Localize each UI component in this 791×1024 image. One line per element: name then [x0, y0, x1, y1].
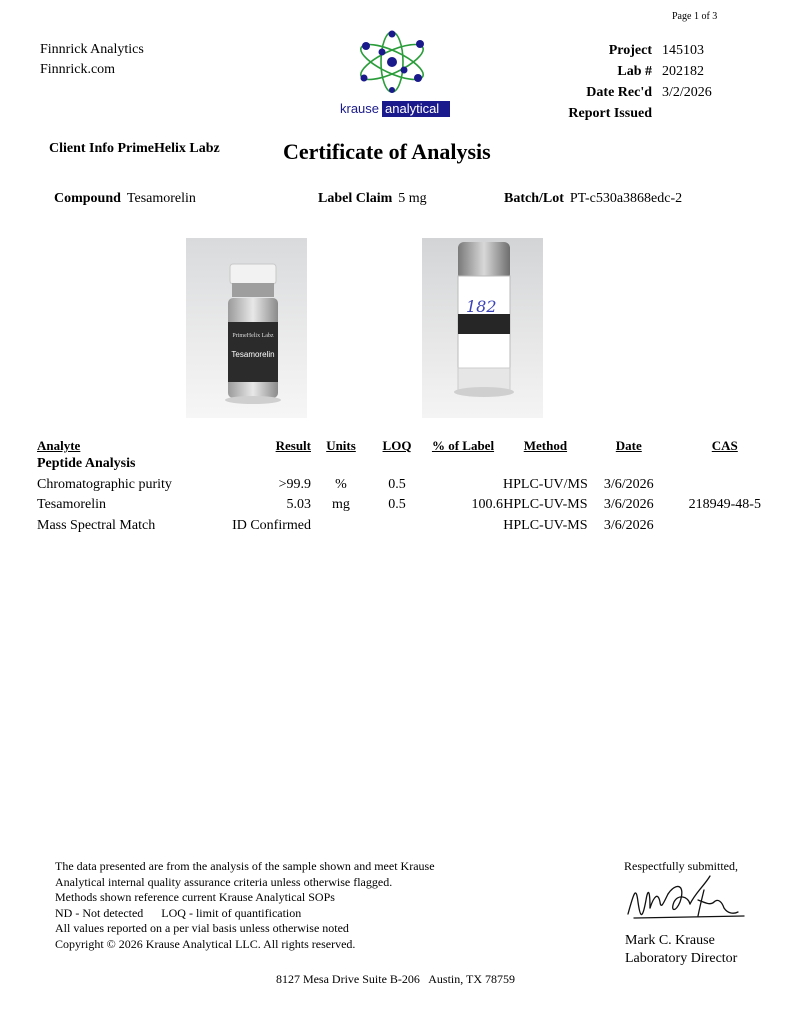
client-value: PrimeHelix Labz: [117, 141, 220, 156]
cell-result: ID Confirmed: [232, 517, 311, 533]
label-claim-info: [318, 191, 427, 207]
cell-result: >99.9: [278, 476, 311, 492]
cell-units: %: [335, 476, 347, 492]
cell-cas: [670, 516, 780, 537]
signer-name: Mark C. Krause: [625, 933, 715, 948]
header-loq: LOQ: [382, 438, 412, 453]
cell-loq: 0.5: [388, 476, 406, 492]
table-row: [37, 495, 780, 516]
header-percent-label: % of Label: [431, 438, 495, 453]
label-claim-label: Label Claim: [318, 191, 393, 206]
lab-label: Lab #: [617, 63, 652, 79]
signer-info: [625, 932, 737, 968]
footer-line: Methods shown reference current Krause Analytical SOPs: [55, 890, 335, 904]
cell-method: HPLC-UV-MS: [503, 517, 588, 533]
header-cas: CAS: [711, 438, 738, 453]
company-name: Finnrick Analytics: [40, 42, 144, 57]
cell-analyte: Chromatographic purity: [37, 476, 172, 492]
lab-address: 8127 Mesa Drive Suite B-206 Austin, TX 78759: [275, 972, 516, 986]
vial-brand-text: PrimeHelix Labz: [232, 333, 274, 339]
logo-word-krause: krause: [340, 101, 380, 116]
vial-photo-back: [422, 238, 543, 418]
section-title: Peptide Analysis: [37, 456, 136, 472]
cell-units: mg: [332, 497, 350, 513]
company-website: Finnrick.com: [40, 62, 116, 77]
batch-value: PT-c530a3868edc-2: [569, 191, 683, 206]
cell-percent-label: 100.6: [471, 497, 503, 513]
cell-loq: [371, 516, 423, 537]
compound-label: Compound: [54, 191, 121, 206]
lab-row: [540, 61, 712, 82]
footer-line: The data presented are from the analysis of the sample shown and meet Krause: [55, 859, 435, 873]
client-info: [49, 141, 220, 157]
vial-back-image: [422, 238, 543, 418]
document-title: Certificate of Analysis: [283, 139, 491, 164]
cell-date: 3/6/2026: [603, 476, 654, 492]
date-received-row: [540, 82, 712, 103]
batch-label: Batch/Lot: [504, 191, 564, 206]
vial-front-image: [186, 238, 307, 418]
header-units: Units: [326, 438, 356, 453]
date-received-label: Date Rec'd: [586, 84, 652, 100]
header-analyte: Analyte: [37, 438, 81, 453]
header-result: Result: [275, 438, 311, 453]
cell-analyte: Mass Spectral Match: [37, 517, 156, 533]
section-row: [37, 454, 780, 475]
cell-cas: [670, 475, 780, 496]
page-number: Page 1 of 3: [672, 11, 718, 22]
cell-loq: 0.5: [388, 497, 406, 513]
compound-info: [54, 191, 196, 207]
project-info: [540, 40, 712, 124]
logo-word-analytical: analytical: [385, 101, 440, 116]
cell-method: HPLC-UV-MS: [503, 497, 588, 513]
handwritten-number: 182: [466, 297, 497, 316]
header-method: Method: [523, 438, 568, 453]
compound-value: Tesamorelin: [126, 191, 196, 206]
signature-image: [624, 872, 754, 932]
cell-percent-label: [423, 475, 503, 496]
date-received-value: 3/2/2026: [662, 84, 712, 100]
vial-photo-front: [186, 238, 307, 418]
label-claim-value: 5 mg: [398, 191, 427, 206]
project-value: 145103: [662, 42, 704, 58]
company-info: [40, 40, 144, 80]
krause-analytical-logo: [336, 30, 454, 120]
cell-cas: 218949-48-5: [688, 497, 761, 513]
cell-result: 5.03: [286, 497, 311, 513]
table-row: [37, 475, 780, 496]
footer-line: ND - Not detected LOQ - limit of quantification: [55, 905, 302, 920]
cell-units: [311, 516, 371, 537]
project-label: Project: [608, 42, 652, 58]
client-label: Client Info: [49, 141, 114, 156]
report-issued-row: [540, 103, 712, 124]
report-issued-label: Report Issued: [568, 105, 652, 121]
footer-line: Copyright © 2026 Krause Analytical LLC. All rights reserved.: [55, 936, 356, 951]
table-row: [37, 516, 780, 537]
cell-analyte: Tesamorelin: [37, 497, 106, 513]
atom-logo-icon: [336, 30, 454, 120]
results-table: [37, 436, 780, 536]
project-row: [540, 40, 712, 61]
handwritten-signature: [624, 872, 754, 937]
table-header-row: [37, 436, 780, 454]
cell-date: 3/6/2026: [603, 497, 654, 513]
signature-closing: Respectfully submitted,: [624, 859, 738, 873]
cell-date: 3/6/2026: [603, 517, 654, 533]
footer-line: Analytical internal quality assurance criteria unless otherwise flagged.: [55, 874, 393, 889]
signer-role: Laboratory Director: [625, 951, 738, 966]
cell-percent-label: [423, 516, 503, 537]
footer-notes: [55, 859, 435, 952]
footer-line: All values reported on a per vial basis unless otherwise noted: [55, 921, 349, 935]
lab-value: 202182: [662, 63, 704, 79]
cell-method: HPLC-UV/MS: [503, 476, 588, 492]
batch-info: [504, 191, 682, 207]
header-date: Date: [615, 438, 642, 453]
vial-compound-text: Tesamorelin: [231, 350, 275, 359]
